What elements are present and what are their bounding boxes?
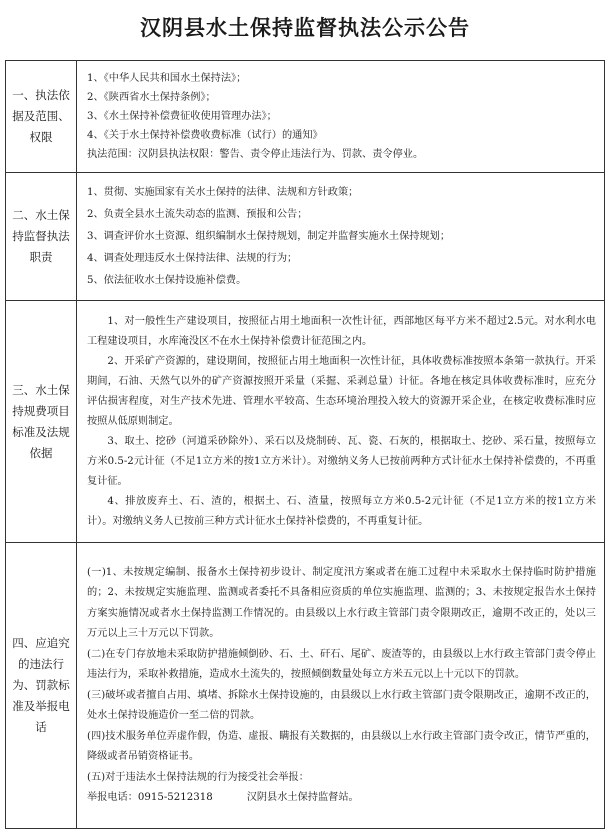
fee-para-4: 4、排放废弃土、石、渣的，根据土、石、渣量，按照每立方米0.5-2元计征（不足1立方米的按1立方米计）。对缴纳义务人已按前三种方式计征水土保持补偿费的，不再重复计征。 [87,495,596,527]
report-phone: 举报电话：0915-5212318 [87,792,213,803]
section-violations [6,543,605,829]
basis-line-5: 执法范围：汉阴县执法权限：警告、责令停止违法行为、罚款、责令停业。 [87,149,424,160]
fee-para-1: 1、对一般性生产建设项目，按照征占用土地面积一次性计征，西部地区每平方米不超过2.5元。对水利水电工程建设项目，水库淹没区不在水土保持补偿费计征范围之内。 [87,315,596,347]
duty-line-1: 1、贯彻、实施国家有关水土保持的法律、法规和方针政策； [87,186,359,198]
section-label: 三、水土保持规费项目标准及法规依据 [6,301,77,543]
basis-line-1: 1、《中华人民共和国水土保持法》； [87,73,247,84]
duty-line-2: 2、负责全县水土流失动态的监测、预报和公告； [87,208,308,220]
section-duties [6,173,605,301]
violation-item-3: (三)破坏或者擅自占用、填堵、拆除水土保持设施的，由县级以上水行政主管部门责令限期改正，逾期不改正的，处水土保持设施造价一至二倍的罚款。 [87,689,596,721]
duty-line-5: 5、依法征收水土保持设施补偿费。 [87,274,247,286]
violation-item-2: (二)在专门存放地未采取防护措施倾倒砂、石、土、矸石、尾矿、废渣等的，由县级以上水行政主管部门责令停止违法行为，采取补救措施，造成水土流失的，按照倾倒数量处每立方米五元以上十元以下的罚款。 [87,648,596,680]
section-label: 四、应追究的违法行为、罚款标准及举报电话 [6,543,77,829]
notice-title: 汉阴县水土保持监督执法公示公告 [140,15,470,40]
violation-item-5: (五)对于违法水土保持法规的行为接受社会举报： [87,771,309,783]
section-content [77,173,605,301]
section-label: 一、执法依据及范围、权限 [6,61,77,173]
duty-line-4: 4、调查处理违反水土保持法律、法规的行为； [87,252,298,264]
section-content [77,543,605,829]
report-contact [87,788,596,809]
notice-table [5,60,605,829]
section-fee-standards [6,301,605,543]
duty-line-3: 3、调查评价水土资源、组织编制水土保持规划，制定并监督实施水土保持规划； [87,230,451,242]
report-office: 汉阴县水土保持监督站。 [246,792,359,803]
section-label: 二、水土保持监督执法职责 [6,173,77,301]
violation-item-4: (四)技术服务单位弄虚作假，伪造、虚报、瞒报有关数据的，由县级以上水行政主管部门责令改正，情节严重的，降级或者吊销资格证书。 [87,730,596,762]
section-content [77,301,605,543]
basis-line-4: 4、《关于水土保持补偿费收费标准（试行）的通知》 [87,130,323,141]
section-content [77,61,605,173]
fee-para-2: 2、开采矿产资源的，建设期间，按照征占用土地面积一次性计征，具体收费标准按照本条第一款执行。开采期间，石油、天然气以外的矿产资源按照开采量（采掘、采剥总量）计征。各地在核定具体收费标准时，应充分评估损害程度，对生产技术先进、管理水平较高、生态环境治理投入较大的资源开采企业，在核定收费标准时应按照从低原则制定。 [87,355,596,427]
basis-line-3: 3、《水土保持补偿费征收使用管理办法》； [87,111,277,122]
basis-line-2: 2、《陕西省水土保持条例》； [87,92,216,103]
section-enforcement-basis [6,61,605,173]
fee-para-3: 3、取土、挖砂（河道采砂除外）、采石以及烧制砖、瓦、瓷、石灰的，根据取土、挖砂、采石量，按照每立方米0.5-2元计征（不足1立方米的按1立方米计）。对缴纳义务人已按前两种方式计征水土保持补偿费的，不再重复计征。 [87,435,596,487]
violation-item-1: (一)1、未按规定编制、报备水土保持初步设计、制定度汛方案或者在施工过程中未采取水土保持临时防护措施的；2、未按规定实施监理、监测或者委托不具备相应资质的单位实施监理、监测的；3、未按规定报告水土保持方案实施情况或者水土保持监测工作情况的。由县级以上水行政主管部门责令限期改正，逾期不改正的，处以三万元以上三十万元以下罚款。 [87,566,596,639]
